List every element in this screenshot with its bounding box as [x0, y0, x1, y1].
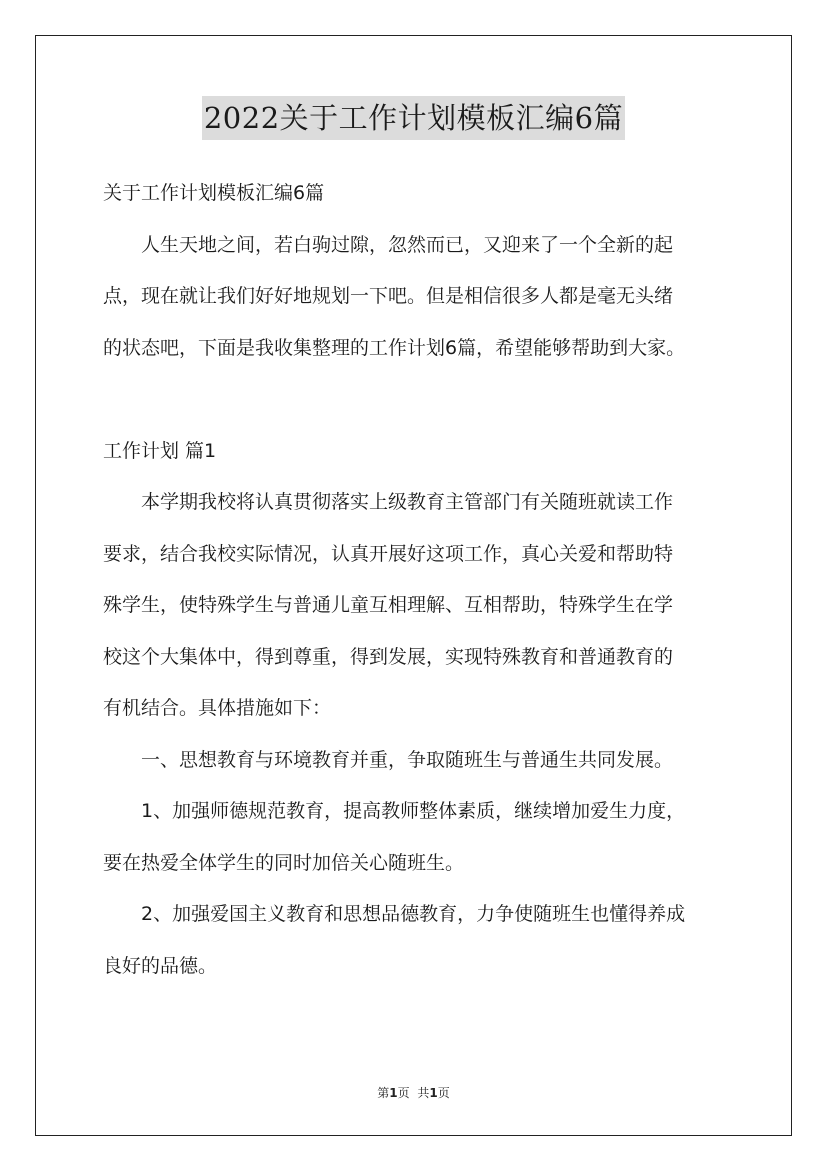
- page-suffix: 页: [397, 1086, 410, 1100]
- total-prefix: 共: [417, 1086, 430, 1100]
- point-heading: 一、思想教育与环境教育并重，争取随班生与普通生共同发展。: [141, 748, 674, 771]
- blank-line: [103, 374, 728, 426]
- list-item-line: 2、加强爱国主义教育和思想品德教育，力争使随班生也懂得养成: [141, 903, 686, 925]
- intro-line: 的状态吧，下面是我收集整理的工作计划6篇，希望能够帮助到大家。: [103, 336, 686, 359]
- paragraph-line: 要求，结合我校实际情况，认真开展好这项工作，真心关爱和帮助特: [103, 542, 674, 565]
- paragraph-line: 本学期我校将认真贯彻落实上级教育主管部门有关随班就读工作: [141, 491, 674, 513]
- section-heading: 工作计划 篇1: [103, 439, 217, 462]
- paragraph-line: 校这个大集体中，得到尊重，得到发展，实现特殊教育和普通教育的: [103, 645, 674, 668]
- intro-line: 点，现在就让我们好好地规划一下吧。但是相信很多人都是毫无头绪: [103, 285, 674, 307]
- document-title: 2022关于工作计划模板汇编6篇: [202, 96, 625, 140]
- document-body: [103, 168, 728, 992]
- page-prefix: 第: [377, 1086, 390, 1100]
- paragraph-line: 殊学生，使特殊学生与普通儿童互相理解、互相帮助，特殊学生在学: [103, 594, 674, 616]
- page-footer: [0, 1084, 827, 1101]
- list-item-line: 良好的品德。: [103, 954, 218, 977]
- intro-line: 人生天地之间，若白驹过隙，忽然而已，又迎来了一个全新的起: [141, 233, 674, 256]
- title-container: [0, 96, 827, 140]
- list-item-line: 1、加强师德规范教育，提高教师整体素质，继续增加爱生力度，: [141, 800, 686, 822]
- list-item-line: 要在热爱全体学生的同时加倍关心随班生。: [103, 851, 465, 874]
- paragraph-line: 有机结合。具体措施如下：: [103, 697, 332, 719]
- page-number: 1: [389, 1086, 398, 1100]
- document-subtitle: 关于工作计划模板汇编6篇: [103, 182, 325, 204]
- total-suffix: 页: [437, 1086, 450, 1100]
- total-pages: 1: [429, 1086, 438, 1100]
